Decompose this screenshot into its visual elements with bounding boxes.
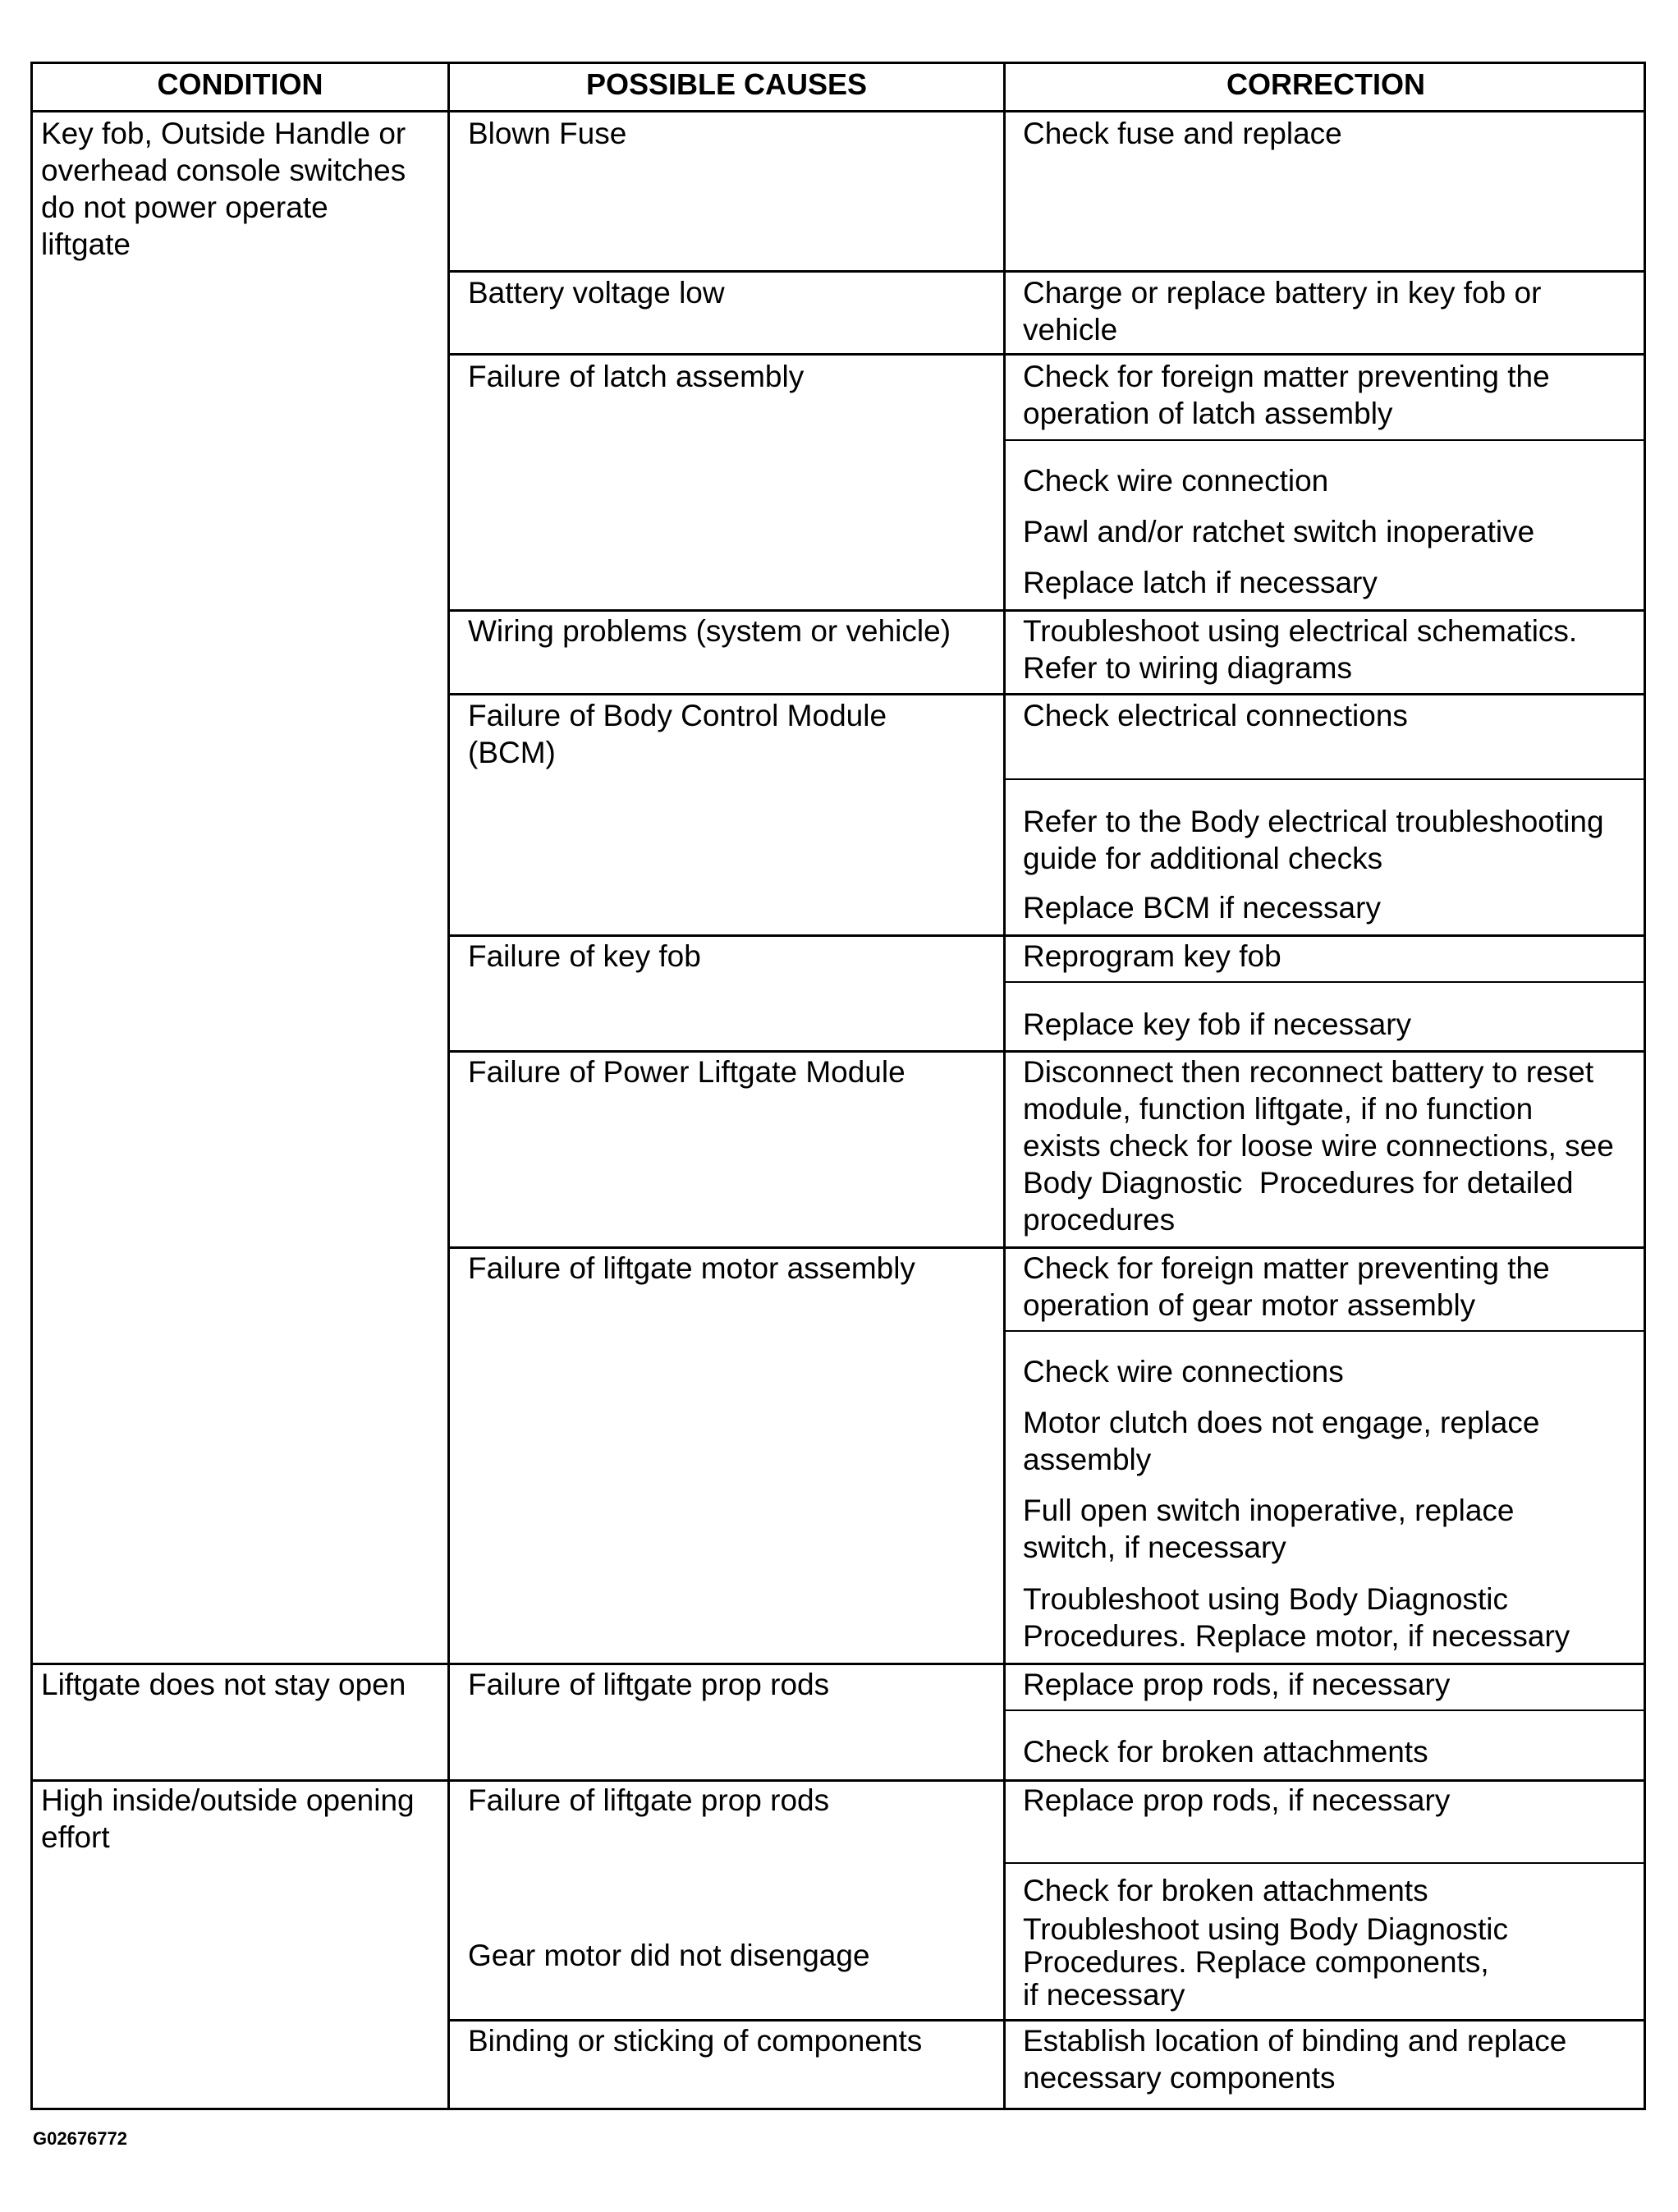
sub-separator [1003, 981, 1646, 983]
correction-text: Replace prop rods, if necessary [1023, 1668, 1451, 1701]
cause-text: Battery voltage low [468, 276, 725, 310]
row-separator [447, 693, 1646, 695]
correction-text: Refer to the Body electrical troubleshooting guide for additional checks [1023, 805, 1604, 875]
row-separator [447, 2019, 1646, 2022]
figure-id: G02676772 [33, 2128, 127, 2149]
correction-text: Check for foreign matter preventing the operation of latch assembly [1023, 360, 1550, 430]
cause-text: Gear motor did not disengage [468, 1939, 870, 1972]
correction-text: Motor clutch does not engage, replace assembly [1023, 1406, 1540, 1476]
correction-text: Replace BCM if necessary [1023, 891, 1381, 925]
condition-text: Liftgate does not stay open [41, 1668, 406, 1701]
correction-text: Full open switch inoperative, replace switch, if necessary [1023, 1494, 1515, 1564]
correction-text: Replace latch if necessary [1023, 566, 1378, 599]
sub-separator [1003, 1709, 1646, 1711]
row-separator [447, 934, 1646, 937]
cause-text: Failure of Power Liftgate Module [468, 1055, 905, 1089]
correction-text: Check for broken attachments [1023, 1735, 1428, 1769]
correction-text: Charge or replace battery in key fob or vehicle [1023, 276, 1542, 346]
cause-text: Binding or sticking of components [468, 2024, 923, 2058]
cause-text: Failure of key fob [468, 939, 701, 973]
condition-text: Key fob, Outside Handle or overhead console switches do not power operate liftgate [41, 117, 406, 261]
correction-text: Troubleshoot using electrical schematics. Refer to wiring diagrams [1023, 614, 1578, 685]
header-correction: CORRECTION [1226, 67, 1425, 101]
row-separator [447, 270, 1646, 273]
column-divider [447, 62, 450, 2110]
cause-text: Failure of liftgate prop rods [468, 1668, 830, 1701]
correction-text: Replace key fob if necessary [1023, 1007, 1412, 1041]
cause-text: Wiring problems (system or vehicle) [468, 614, 951, 648]
header-possible-causes: POSSIBLE CAUSES [585, 67, 868, 101]
condition-text: High inside/outside opening effort [41, 1783, 415, 1854]
row-separator [447, 1050, 1646, 1053]
correction-text: Pawl and/or ratchet switch inoperative [1023, 515, 1535, 548]
correction-text: Troubleshoot using Body Diagnostic Procedures. Replace components, if necessary [1023, 1912, 1508, 2012]
row-separator [447, 609, 1646, 612]
correction-text: Check fuse and replace [1023, 117, 1342, 150]
cause-text: Failure of Body Control Module (BCM) [468, 699, 887, 769]
sub-separator [1003, 1330, 1646, 1332]
column-divider [1003, 62, 1006, 2110]
header-condition: CONDITION [157, 67, 323, 101]
cause-text: Failure of liftgate motor assembly [468, 1251, 915, 1285]
correction-text: Replace prop rods, if necessary [1023, 1783, 1451, 1817]
cause-text: Failure of latch assembly [468, 360, 805, 393]
sub-separator [1003, 778, 1646, 780]
row-separator [30, 1663, 1646, 1665]
correction-text: Check electrical connections [1023, 699, 1408, 732]
correction-text: Reprogram key fob [1023, 939, 1281, 973]
correction-text: Establish location of binding and replace necessary components [1023, 2024, 1567, 2095]
cause-text: Blown Fuse [468, 117, 627, 150]
sub-separator [1003, 1862, 1646, 1864]
sub-separator [1003, 439, 1646, 441]
header-separator [30, 110, 1646, 112]
cause-text: Failure of liftgate prop rods [468, 1783, 830, 1817]
correction-text: Disconnect then reconnect battery to reset module, function liftgate, if no function exists check for loose wire connections, see Body Diagnostic Procedures for detailed procedures [1023, 1055, 1614, 1237]
correction-text: Check for broken attachments [1023, 1874, 1428, 1907]
row-separator [447, 353, 1646, 356]
correction-text: Check wire connections [1023, 1355, 1344, 1388]
correction-text: Check wire connection [1023, 464, 1329, 498]
correction-text: Troubleshoot using Body Diagnostic Procedures. Replace motor, if necessary [1023, 1582, 1570, 1653]
row-separator [447, 1246, 1646, 1249]
correction-text: Check for foreign matter preventing the operation of gear motor assembly [1023, 1251, 1550, 1322]
